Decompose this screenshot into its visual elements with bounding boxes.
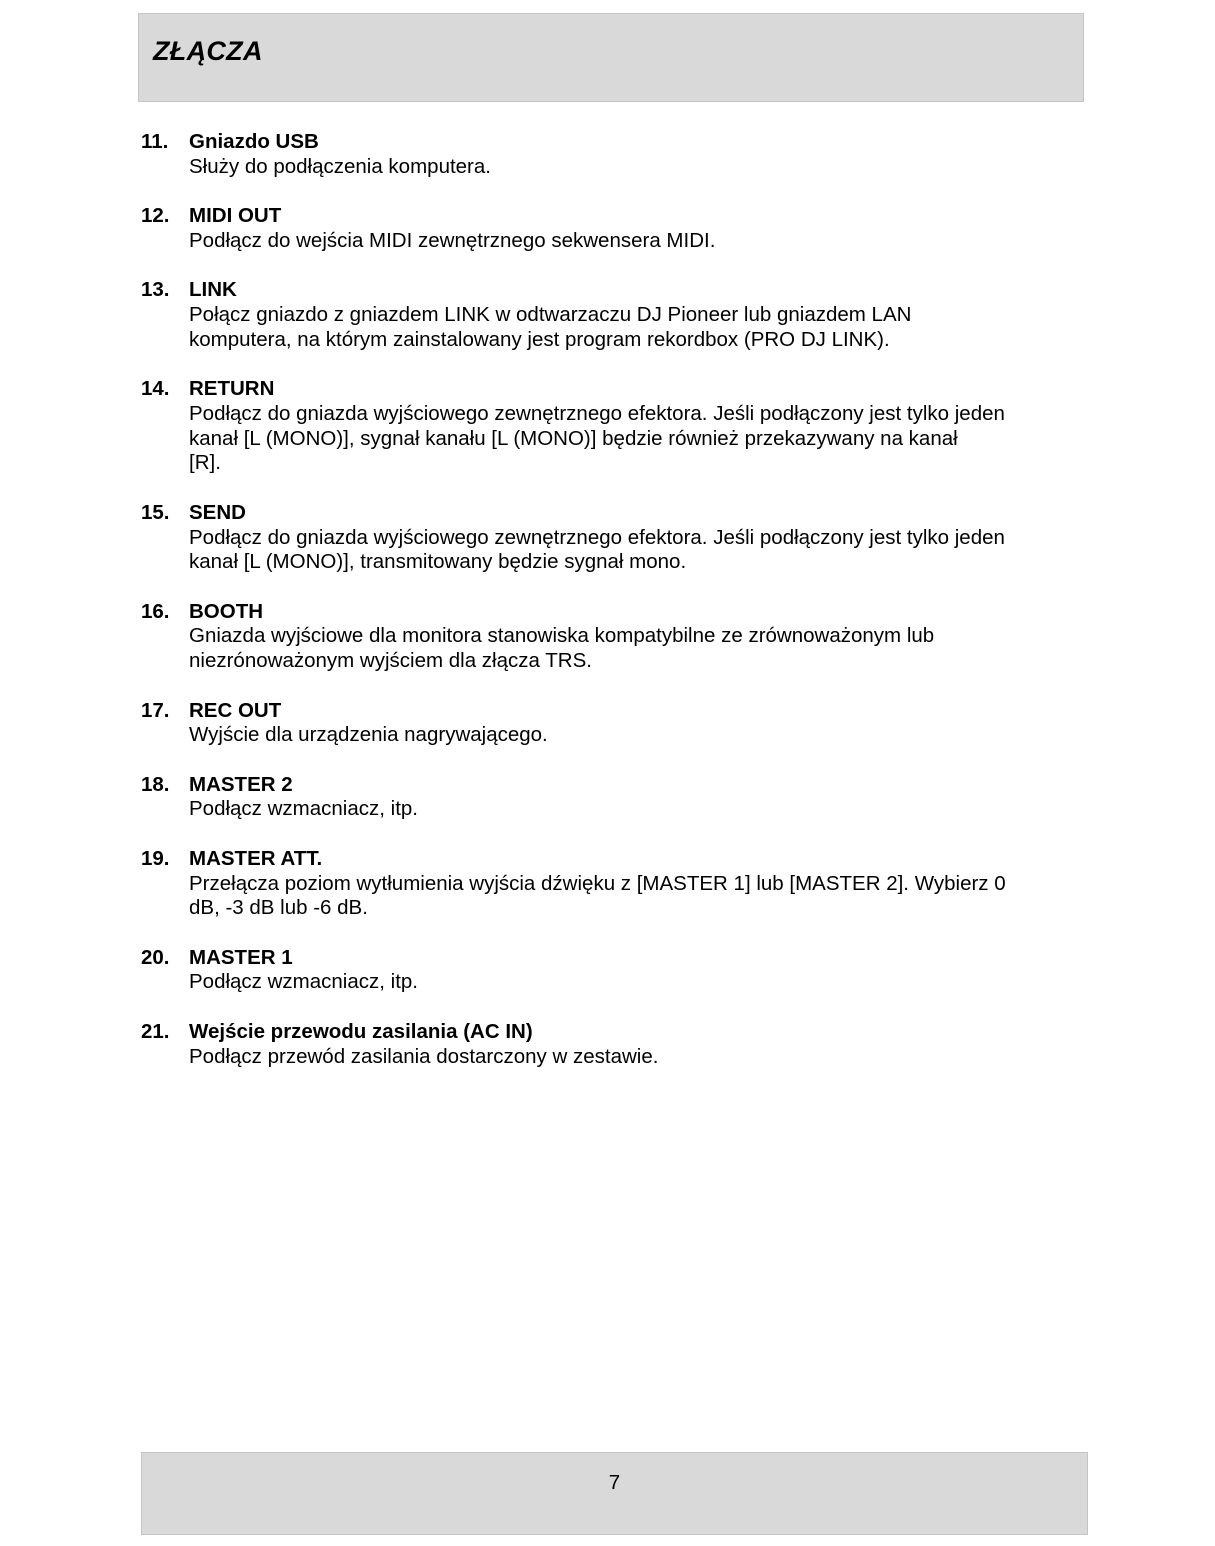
list-item (141, 377, 1089, 476)
item-title: Gniazdo USB (189, 130, 319, 153)
connector-list (141, 130, 1089, 1094)
item-title: MASTER 1 (189, 945, 293, 969)
item-title: MIDI OUT (189, 204, 282, 228)
item-number: 20. (141, 945, 170, 969)
item-number: 21. (141, 1019, 170, 1043)
list-item (141, 946, 1089, 996)
item-description: Połącz gniazdo z gniazdem LINK w odtwarzaczu DJ Pioneer lub gniazdem LAN komputera, na którym zainstalowany jest program rekordbox (PRO DJ LINK). (189, 302, 912, 351)
list-item (141, 773, 1089, 823)
item-number: 17. (141, 698, 170, 722)
item-title: Wejście przewodu zasilania (AC IN) (189, 1019, 533, 1043)
item-title: BOOTH (189, 599, 264, 623)
page-header (138, 13, 1084, 102)
item-description: Służy do podłączenia komputera. (189, 154, 491, 178)
item-description: Podłącz do gniazda wyjściowego zewnętrznego efektora. Jeśli podłączony jest tylko jeden kanał [L (MONO)], sygnał kanału [L (MONO)] będzie również przekazywany na kanał [R]. (189, 401, 1005, 475)
item-number: 18. (141, 772, 170, 796)
page-number: 7 (608, 1471, 621, 1494)
item-description: Przełącza poziom wytłumienia wyjścia dźwięku z [MASTER 1] lub [MASTER 2]. Wybierz 0 dB, -3 dB lub -6 dB. (189, 871, 1006, 920)
item-title: SEND (189, 500, 246, 524)
list-item (141, 278, 1089, 352)
item-description: Podłącz przewód zasilania dostarczony w zestawie. (189, 1044, 659, 1068)
list-item (141, 847, 1089, 921)
item-title: LINK (189, 278, 237, 302)
list-item (141, 501, 1089, 575)
item-title: RETURN (189, 377, 275, 401)
item-number: 15. (141, 500, 170, 524)
item-description: Gniazda wyjściowe dla monitora stanowiska kompatybilne ze zrównoważonym lub niezrónoważonym wyjściem dla złącza TRS. (189, 624, 935, 673)
item-description: Wyjście dla urządzenia nagrywającego. (189, 723, 548, 747)
list-item (141, 130, 1089, 180)
list-item (141, 204, 1089, 254)
item-number: 16. (141, 599, 170, 623)
item-number: 11. (141, 130, 169, 153)
item-description: Podłącz wzmacniacz, itp. (189, 797, 419, 821)
list-item (141, 600, 1089, 674)
item-title: REC OUT (189, 698, 282, 722)
item-title: MASTER ATT. (189, 846, 323, 870)
item-description: Podłącz do gniazda wyjściowego zewnętrznego efektora. Jeśli podłączony jest tylko jeden kanał [L (MONO)], transmitowany będzie sygnał mono. (189, 525, 1005, 574)
item-description: Podłącz wzmacniacz, itp. (189, 970, 419, 994)
list-item (141, 1020, 1089, 1070)
item-title: MASTER 2 (189, 772, 293, 796)
item-number: 12. (141, 204, 170, 228)
item-description: Podłącz do wejścia MIDI zewnętrznego sekwensera MIDI. (189, 228, 716, 252)
item-number: 13. (141, 278, 170, 302)
item-number: 14. (141, 377, 170, 401)
list-item (141, 699, 1089, 749)
page-footer (141, 1452, 1088, 1535)
item-number: 19. (141, 846, 170, 870)
page-title: ZŁĄCZA (153, 36, 263, 66)
